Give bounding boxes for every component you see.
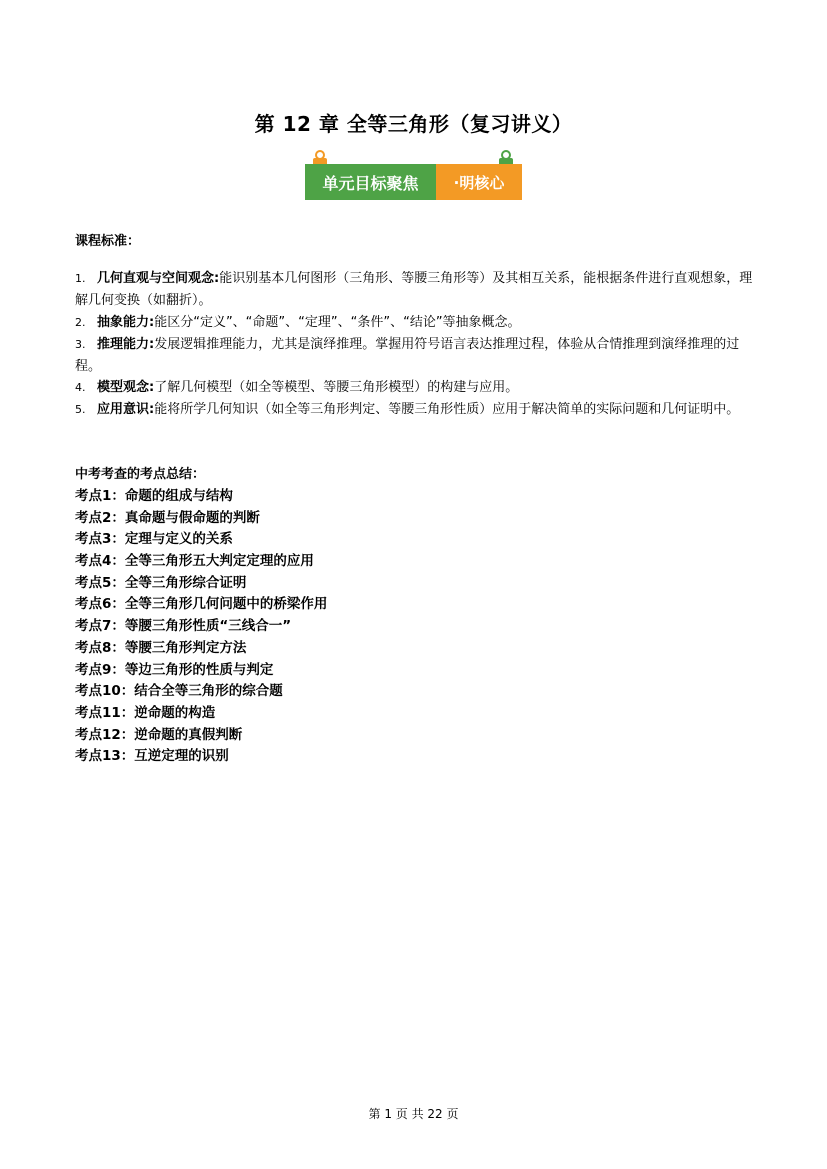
standard-term: 推理能力:: [97, 337, 155, 352]
exam-point: 考点8：等腰三角形判定方法: [75, 639, 247, 656]
page-footer: 第 1 页 共 22 页: [368, 1107, 459, 1121]
course-standard-label: 课程标准：: [75, 234, 141, 249]
standard-item-4: [75, 377, 755, 399]
standard-item-5: [75, 399, 755, 421]
standard-term: 应用意识:: [97, 402, 155, 417]
exam-point: 考点11：逆命题的构造: [75, 704, 216, 721]
standard-text: 能将所学几何知识（如全等三角形判定、等腰三角形性质）应用于解决简单的实际问题和几何证明中。: [154, 402, 740, 417]
exam-point: 考点4：全等三角形五大判定定理的应用: [75, 553, 314, 570]
standard-item-1: [75, 268, 755, 312]
exam-point: 考点9：等边三角形的性质与判定: [75, 661, 274, 678]
standard-num: 3.: [75, 338, 86, 351]
exam-points-list: [75, 484, 327, 766]
standard-num: 5.: [75, 403, 86, 416]
exam-point: 考点10：结合全等三角形的综合题: [75, 683, 283, 700]
standard-num: 1.: [75, 272, 86, 285]
exam-point: 考点7：等腰三角形性质“三线合一”: [75, 618, 292, 635]
standard-num: 2.: [75, 316, 86, 329]
exam-point: 考点3：定理与定义的关系: [75, 531, 233, 548]
exam-point: 考点5：全等三角形综合证明: [75, 574, 247, 591]
exam-point: 考点1：命题的组成与结构: [75, 488, 233, 504]
unit-goal-banner: [305, 150, 522, 202]
standard-text: 发展逻辑推理能力，尤其是演绎推理。掌握用符号语言表达推理过程，体验从合情推理到演绎推理的过程。: [75, 337, 740, 374]
exam-point: 考点2：真命题与假命题的判断: [75, 509, 260, 526]
exam-point: 考点13：互逆定理的识别: [75, 748, 229, 765]
standard-num: 4.: [75, 381, 86, 394]
standard-item-3: [75, 334, 755, 378]
standard-text: 能识别基本几何图形（三角形、等腰三角形等）及其相互关系，能根据条件进行直观想象，理解几何变换（如翻折）。: [75, 271, 753, 308]
standard-item-2: [75, 312, 755, 334]
exam-point: 考点12：逆命题的真假判断: [75, 726, 243, 743]
banner-sub-text: ·明核心: [436, 164, 522, 200]
standard-text: 了解几何模型（如全等模型、等腰三角形模型）的构建与应用。: [154, 380, 519, 395]
exam-point: 考点6：全等三角形几何问题中的桥梁作用: [75, 596, 328, 613]
banner-main-text: 单元目标聚焦: [305, 164, 436, 200]
standard-term: 抽象能力:: [97, 315, 155, 330]
page-title: 第 12 章 全等三角形（复习讲义）: [254, 112, 573, 136]
standard-text: 能区分“定义”、“命题”、“定理”、“条件”、“结论”等抽象概念。: [154, 315, 521, 330]
exam-summary-label: 中考考查的考点总结：: [75, 467, 206, 482]
standard-term: 模型观念:: [97, 380, 155, 395]
standard-term: 几何直观与空间观念:: [97, 271, 220, 286]
